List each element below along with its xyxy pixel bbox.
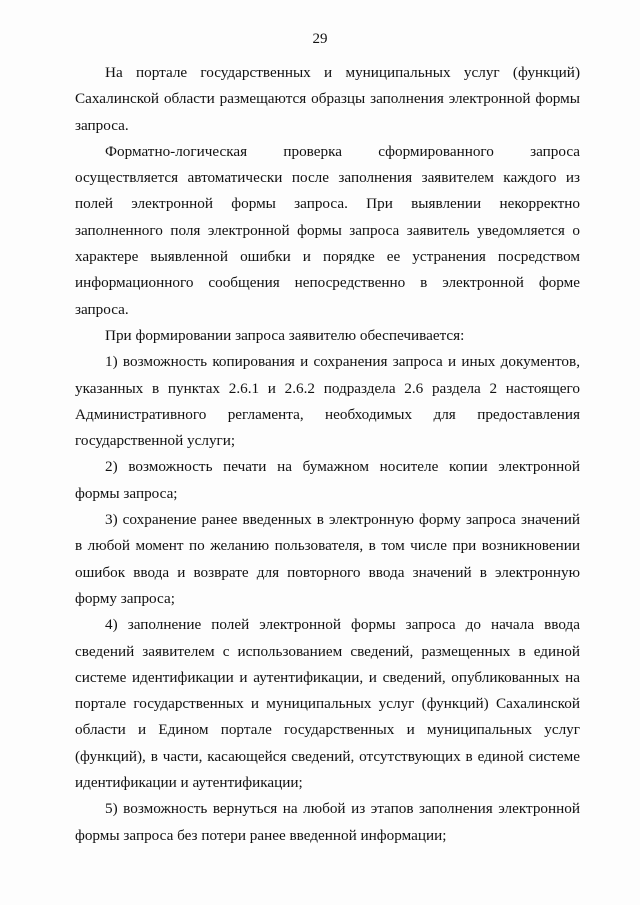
list-item-4-autofill: 4) заполнение полей электронной формы запроса до начала ввода сведений заявителем с использованием сведений, размещенных в единой системе идентификации и аутентификации, и сведений, опубликованных на портале государственных и муниципальных услуг (функций) Сахалинской области и Едином портале государственных и муниципальных услуг (функций), в части, касающейся сведений, отсутствующих в единой системе идентификации и аутентификации;: [75, 616, 580, 792]
page-number: 29: [312, 31, 328, 47]
document-body: [75, 60, 580, 849]
list-item-2-print: 2) возможность печати на бумажном носителе копии электронной формы запроса;: [75, 458, 580, 502]
list-item-1-copy-save: 1) возможность копирования и сохранения запроса и иных документов, указанных в пунктах 2.6.1 и 2.6.2 подраздела 2.6 раздела 2 настоящего Административного регламента, необходимых для предоставления государственной услуги;: [75, 353, 580, 450]
list-item-3-save-values: 3) сохранение ранее введенных в электронную форму запроса значений в любой момент по желанию пользователя, в том числе при возникновении ошибок ввода и возврате для повторного ввода значений в электронную форму запроса;: [75, 511, 580, 607]
paragraph-format-check: Форматно-логическая проверка сформированного запроса осуществляется автоматически после заполнения заявителем каждого из полей электронной формы запроса. При выявлении некорректно заполненного поля электронной формы запроса заявитель уведомляется о характере выявленной ошибки и порядке ее устранения посредством информационного сообщения непосредственно в электронной форме запроса.: [75, 142, 580, 318]
list-item-5-return-to-step: 5) возможность вернуться на любой из этапов заполнения электронной формы запроса без потери ранее введенной информации;: [75, 800, 580, 844]
paragraph-provided-features-intro: При формировании запроса заявителю обеспечивается:: [105, 326, 465, 344]
paragraph-sample-forms: На портале государственных и муниципальных услуг (функций) Сахалинской области размещаются образцы заполнения электронной формы запроса.: [75, 64, 580, 134]
